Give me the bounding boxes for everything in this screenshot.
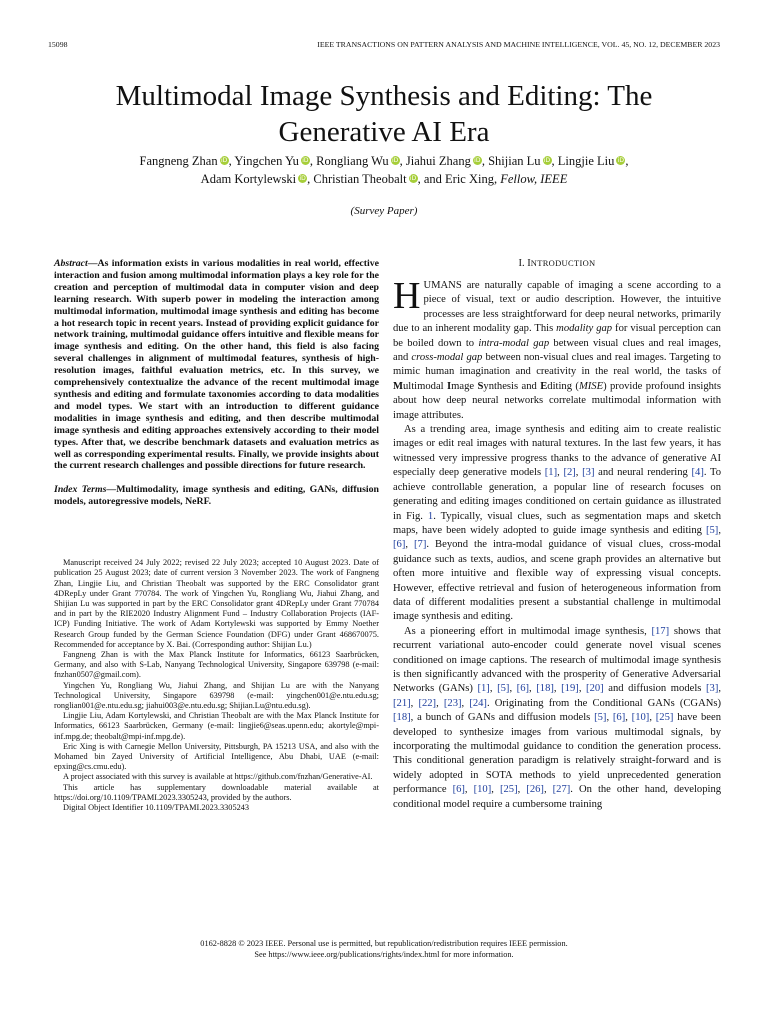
footnote-paragraph: A project associated with this survey is available at https://github.com/fnzhan/Generative-AI.	[63, 772, 373, 782]
text-run: mage	[451, 380, 478, 392]
orcid-icon: iD	[220, 157, 228, 164]
citation-link[interactable]: [25]	[655, 712, 674, 724]
text-run: ) provide profound insights about how deep neural networks correlate multimodal information with image attributes.	[393, 380, 721, 421]
citation-link[interactable]: [3]	[706, 683, 719, 695]
left-column	[54, 258, 379, 813]
index-terms-label: Index Terms	[54, 484, 107, 496]
orcid-icon: iD	[302, 157, 309, 164]
orcid-icon: iD	[409, 175, 417, 182]
footnote-paragraph: Yingchen Yu, Rongliang Wu, Jiahui Zhang, and Shijian Lu are with the Nanyang Technological University, Singapore 639798 (e-mail: yingchen001@e.ntu.edu.sg; ronglian001@e.ntu.edu.sg; jiahui003@e.ntu.edu.sg; Shijian.Lu@ntu.edu.sg).	[54, 680, 379, 710]
body-paragraph	[393, 423, 721, 625]
citation-link[interactable]: [18]	[393, 712, 411, 724]
text-run: ,	[491, 784, 500, 796]
text-run: ,	[606, 712, 613, 724]
text-run: . To achieve controllable generation, a popular line of research focuses on generating and editing images conditioned on certain guidance as illustrated in Fig.	[393, 467, 722, 522]
citation-link[interactable]: [23]	[443, 697, 462, 709]
orcid-icon: iD	[474, 157, 481, 164]
citation-link[interactable]: [6]	[393, 539, 406, 551]
text-run: . Typically, visual clues, such as segmentation maps and sketch maps, have been widely adopted to guide image synthesis and editing	[393, 510, 721, 536]
text-run: . Originating from the Conditional GANs (CGANs)	[486, 697, 722, 709]
right-column	[393, 258, 721, 812]
orcid-icon: iD	[617, 157, 624, 164]
text-run: ,	[464, 784, 474, 796]
text-run: ynthesis and	[483, 380, 541, 392]
author-name: Jiahui Zhang	[405, 154, 471, 168]
citation-link[interactable]: [22]	[418, 697, 437, 709]
text-run: diting (	[547, 380, 579, 392]
section-initial: I	[527, 258, 531, 269]
citation-link[interactable]: [2]	[563, 467, 576, 479]
italic-term: intra-modal gap	[478, 337, 550, 349]
citation-link[interactable]: 1	[427, 510, 434, 522]
text-run: ,	[517, 784, 527, 796]
index-terms-text: —Multimodality, image synthesis and editing, GANs, diffusion models, autoregressive models, NeRF.	[54, 484, 379, 508]
paper-title: Multimodal Image Synthesis and Editing: The Generative AI Era	[115, 80, 653, 148]
text-run: shows that recurrent variational auto-encoder could generate novel visual scenes conditioned on image captions. The research of multimodal image synthesis is then significantly advanced with the prosperity of Generative Adversarial Networks (GANs)	[393, 625, 721, 695]
text-run: ,	[509, 683, 517, 695]
bold-initial: I	[447, 380, 452, 392]
copyright-footer	[0, 939, 768, 960]
abstract-label: Abstract	[54, 258, 88, 269]
italic-term: MISE	[578, 380, 604, 392]
text-run: UMANS are naturally capable of imaging a scene according to a piece of visual, text or audio description. However, the intuitive processes are less straightforward for deep neural networks, primarily due to an inherent modality gap. This	[393, 280, 721, 335]
abstract-text: —As information exists in various modalities in real world, effective interaction and fusion among multimodal information plays a key role for the creation and perception of multimodal data in computer vision and deep learning research. With superb power in modeling the interaction among multimodal information, multimodal image synthesis and editing has become a hot research topic in recent years. Instead of providing explicit guidance for network training, multimodal guidance offers intuitive and flexible means for image synthesis and editing. On the other hand, this field is also facing several challenges in alignment of multimodal features, synthesis of high-resolution images, faithful evaluation metrics, etc. In this survey, we comprehensively contextualize the advance of the recent multimodal image synthesis and editing and formulate taxonomies according to data modalities and model types. We start with an introduction to different guidance modalities in image synthesis and editing, and then describe multimodal image synthesis and editing approaches extensively according to their model types. After that, we describe benchmark datasets and evaluation metrics as well as corresponding experimental results. Finally, we provide insights about the current research challenges and possible directions for future research.	[54, 258, 379, 472]
citation-link[interactable]: [27]	[552, 784, 571, 796]
text-run: ,	[543, 784, 553, 796]
citation-link[interactable]: [10]	[473, 784, 492, 796]
copyright-line: 0162-8828 © 2023 IEEE. Personal use is permitted, but republication/redistribution requires IEEE permission.	[200, 939, 568, 948]
text-run: and diffusion models	[603, 683, 706, 695]
citation-link[interactable]: [10]	[631, 712, 650, 724]
footnote-paragraph: Lingjie Liu, Adam Kortylewski, and Christian Theobalt are with the Max Planck Institute for Informatics, 66123 Saarbrücken, Germany (e-mail: lingjie6@seas.upenn.edu; akortyle@mpi-inf.mpg.de; theobalt@mpi-inf.mpg.de).	[54, 711, 379, 741]
running-header	[48, 40, 720, 54]
citation-link[interactable]: [6]	[612, 712, 626, 724]
text-run: ,	[718, 683, 722, 695]
citation-link[interactable]: [5]	[705, 524, 719, 536]
citation-link[interactable]: [18]	[536, 683, 554, 695]
author-name: Eric Xing	[445, 172, 494, 186]
index-terms	[54, 484, 379, 508]
text-run: ,	[405, 539, 415, 551]
italic-term: modality gap	[556, 323, 613, 335]
author-name: Shijian Lu	[488, 154, 541, 168]
author-title: Fellow, IEEE	[500, 172, 568, 186]
citation-link[interactable]: [6]	[516, 683, 530, 695]
text-run: ,	[718, 524, 721, 536]
author-name: Adam Kortylewski	[200, 172, 297, 186]
orcid-icon: iD	[543, 157, 551, 164]
author-and: and	[423, 172, 442, 186]
text-run: between non-visual clues and real images. Targeting to mimic human imagination and creativity in the real world, the tasks of	[393, 352, 721, 378]
author-name: Yingchen Yu	[234, 154, 299, 168]
citation-link[interactable]: [25]	[499, 784, 518, 796]
text-run: have been developed to synthesize images from various multimodal signals, by incorporating the multimodal guidance to condition the generation process. This conditional generation paradigm is relatively straight-forward and is widely adopted in SOTA methods to yield unprecedented generation performance	[393, 712, 721, 796]
text-run: ,	[578, 683, 587, 695]
citation-link[interactable]: [24]	[469, 697, 487, 709]
author-name: Rongliang Wu	[316, 154, 389, 168]
citation-link[interactable]: [1]	[477, 683, 490, 695]
citation-link[interactable]: [7]	[414, 539, 427, 551]
rights-line: See https://www.ieee.org/publications/rights/index.html for more information.	[254, 949, 514, 959]
author-name: Fangneng Zhan	[139, 154, 218, 168]
citation-link[interactable]: [5]	[497, 683, 510, 695]
citation-link[interactable]: [19]	[561, 683, 579, 695]
citation-link[interactable]: [5]	[594, 712, 607, 724]
bold-initial: M	[393, 380, 403, 392]
italic-term: cross-modal gap	[411, 352, 483, 364]
footnotes	[54, 558, 379, 813]
citation-link[interactable]: [4]	[691, 467, 704, 479]
abstract	[54, 258, 379, 472]
text-run: ,	[649, 712, 656, 724]
text-run: As a pioneering effort in multimodal image synthesis,	[404, 625, 652, 637]
footnote-paragraph: This article has supplementary downloadable material available at https://doi.org/10.1109/TPAMI.2023.3305243, provided by the authors.	[54, 782, 379, 802]
text-run: ,	[410, 697, 419, 709]
citation-link[interactable]: [21]	[393, 697, 411, 709]
body-paragraph	[393, 625, 721, 812]
footnote-paragraph: Digital Object Identifier 10.1109/TPAMI.2023.3305243	[63, 803, 250, 812]
citation-link[interactable]: [26]	[526, 784, 544, 796]
text-run: ,	[553, 683, 562, 695]
text-run: for visual perception can be boiled down to	[393, 323, 721, 349]
footnote-paragraph: Fangneng Zhan is with the Max Planck Institute for Informatics, 66123 Saarbrücken, Germany, and also with S-Lab, Nanyang Technological University, Singapore 639798 (e-mail: fnzhan0507@gmail.com).	[54, 649, 379, 680]
paper-type: (Survey Paper)	[350, 205, 418, 217]
text-run: ultimodal	[403, 380, 448, 392]
citation-link[interactable]: [6]	[452, 784, 465, 796]
text-run: ,	[529, 683, 537, 695]
footnote-paragraph: Eric Xing is with Carnegie Mellon University, Pittsburgh, PA 15213 USA, and also with the Mohamed bin Zayed University of Artificial Intelligence, Abu Dhabi, UAE (e-mail: epxing@cs.cmu.edu).	[54, 741, 379, 772]
citation-link[interactable]: [3]	[582, 467, 595, 479]
text-run: ,	[575, 467, 583, 479]
text-run: ,	[436, 697, 444, 709]
citation-link[interactable]: [17]	[651, 625, 670, 637]
bold-initial: S	[477, 380, 484, 392]
text-run: ,	[557, 467, 564, 479]
citation-link[interactable]: [1]	[544, 467, 558, 479]
citation-link[interactable]: [20]	[586, 683, 604, 695]
section-number: I.	[518, 258, 525, 269]
text-run: . On the other hand, developing conditional model require a cumbersome training	[393, 784, 722, 810]
author-list: Fangneng Zhan iD, Yingchen Yu iD, Rongliang Wu iD, Jiahui Zhang iD, Shijian Lu iD, Lingjie Liu iD, Adam Kortylewski iD, Christian Theobalt iD, and Eric Xing, Fellow, IEEE	[139, 154, 629, 186]
author-name: Lingjie Liu	[557, 154, 615, 168]
page-number: 15098	[48, 40, 68, 49]
text-run: ,	[461, 697, 470, 709]
text-run: , a bunch of GANs and diffusion models	[410, 712, 595, 724]
text-run: between visual clues and real images, and	[393, 337, 721, 364]
author-name: Christian Theobalt	[313, 172, 407, 186]
body-paragraph	[393, 275, 721, 423]
introduction-body	[393, 275, 722, 812]
orcid-icon: iD	[392, 157, 399, 164]
footnote-paragraph: Manuscript received 24 July 2022; revised 22 July 2023; accepted 10 August 2023. Date of publication 25 August 2023; date of current version 3 November 2023. The work of Fangneng Zhan, Lingjie Liu, and Christian Theobalt was supported by the ERC Consolidator grant 4DRepLy under Grant 770784. The work of Yingchen Yu, Rongliang Wu, Jiahui Zhang, and Shijian Lu was supported in part by the ERC Consolidator grant 4DRepLy under Grant 770784 and in part by the RIE2020 Industry Alignment Fund – Industry Collaboration Projects (IAF-ICP) Funding Initiative. The work of Adam Kortylewski was supported by Emmy Noether Research Group funded by the German Science Foundation (DFG) under Grant 468670075. Recommended for acceptance by X. Bai. (Corresponding author: Shijian Lu.)	[54, 558, 379, 649]
drop-cap: H	[393, 275, 421, 317]
section-title-rest: NTRODUCTION	[530, 258, 596, 268]
bold-initial: E	[540, 380, 548, 392]
orcid-icon: iD	[299, 175, 306, 182]
journal-name: IEEE TRANSACTIONS ON PATTERN ANALYSIS AND MACHINE INTELLIGENCE, VOL. 45, NO. 12, DECEMBER 2023	[317, 40, 720, 49]
text-run: ,	[489, 683, 498, 695]
text-run: ,	[625, 712, 632, 724]
text-run: As a trending area, image synthesis and editing aim to create realistic images or edit real images with natural textures. In the last few years, it has witnessed very impressive progress thanks to the advance of generative AI especially deep generative models	[393, 424, 721, 479]
section-heading	[393, 258, 721, 270]
text-run: and neural rendering	[594, 467, 692, 479]
text-run: . Beyond the intra-modal guidance of visual clues, cross-modal guidance such as texts, audios, and scene graph provides an alternative but often more intuitive and flexible way of expressing visual concepts. However, effective retrieval and fusion of heterogeneous information from data of different modalities present a substantial challenge in multimodal image synthesis and editing.	[393, 539, 722, 623]
